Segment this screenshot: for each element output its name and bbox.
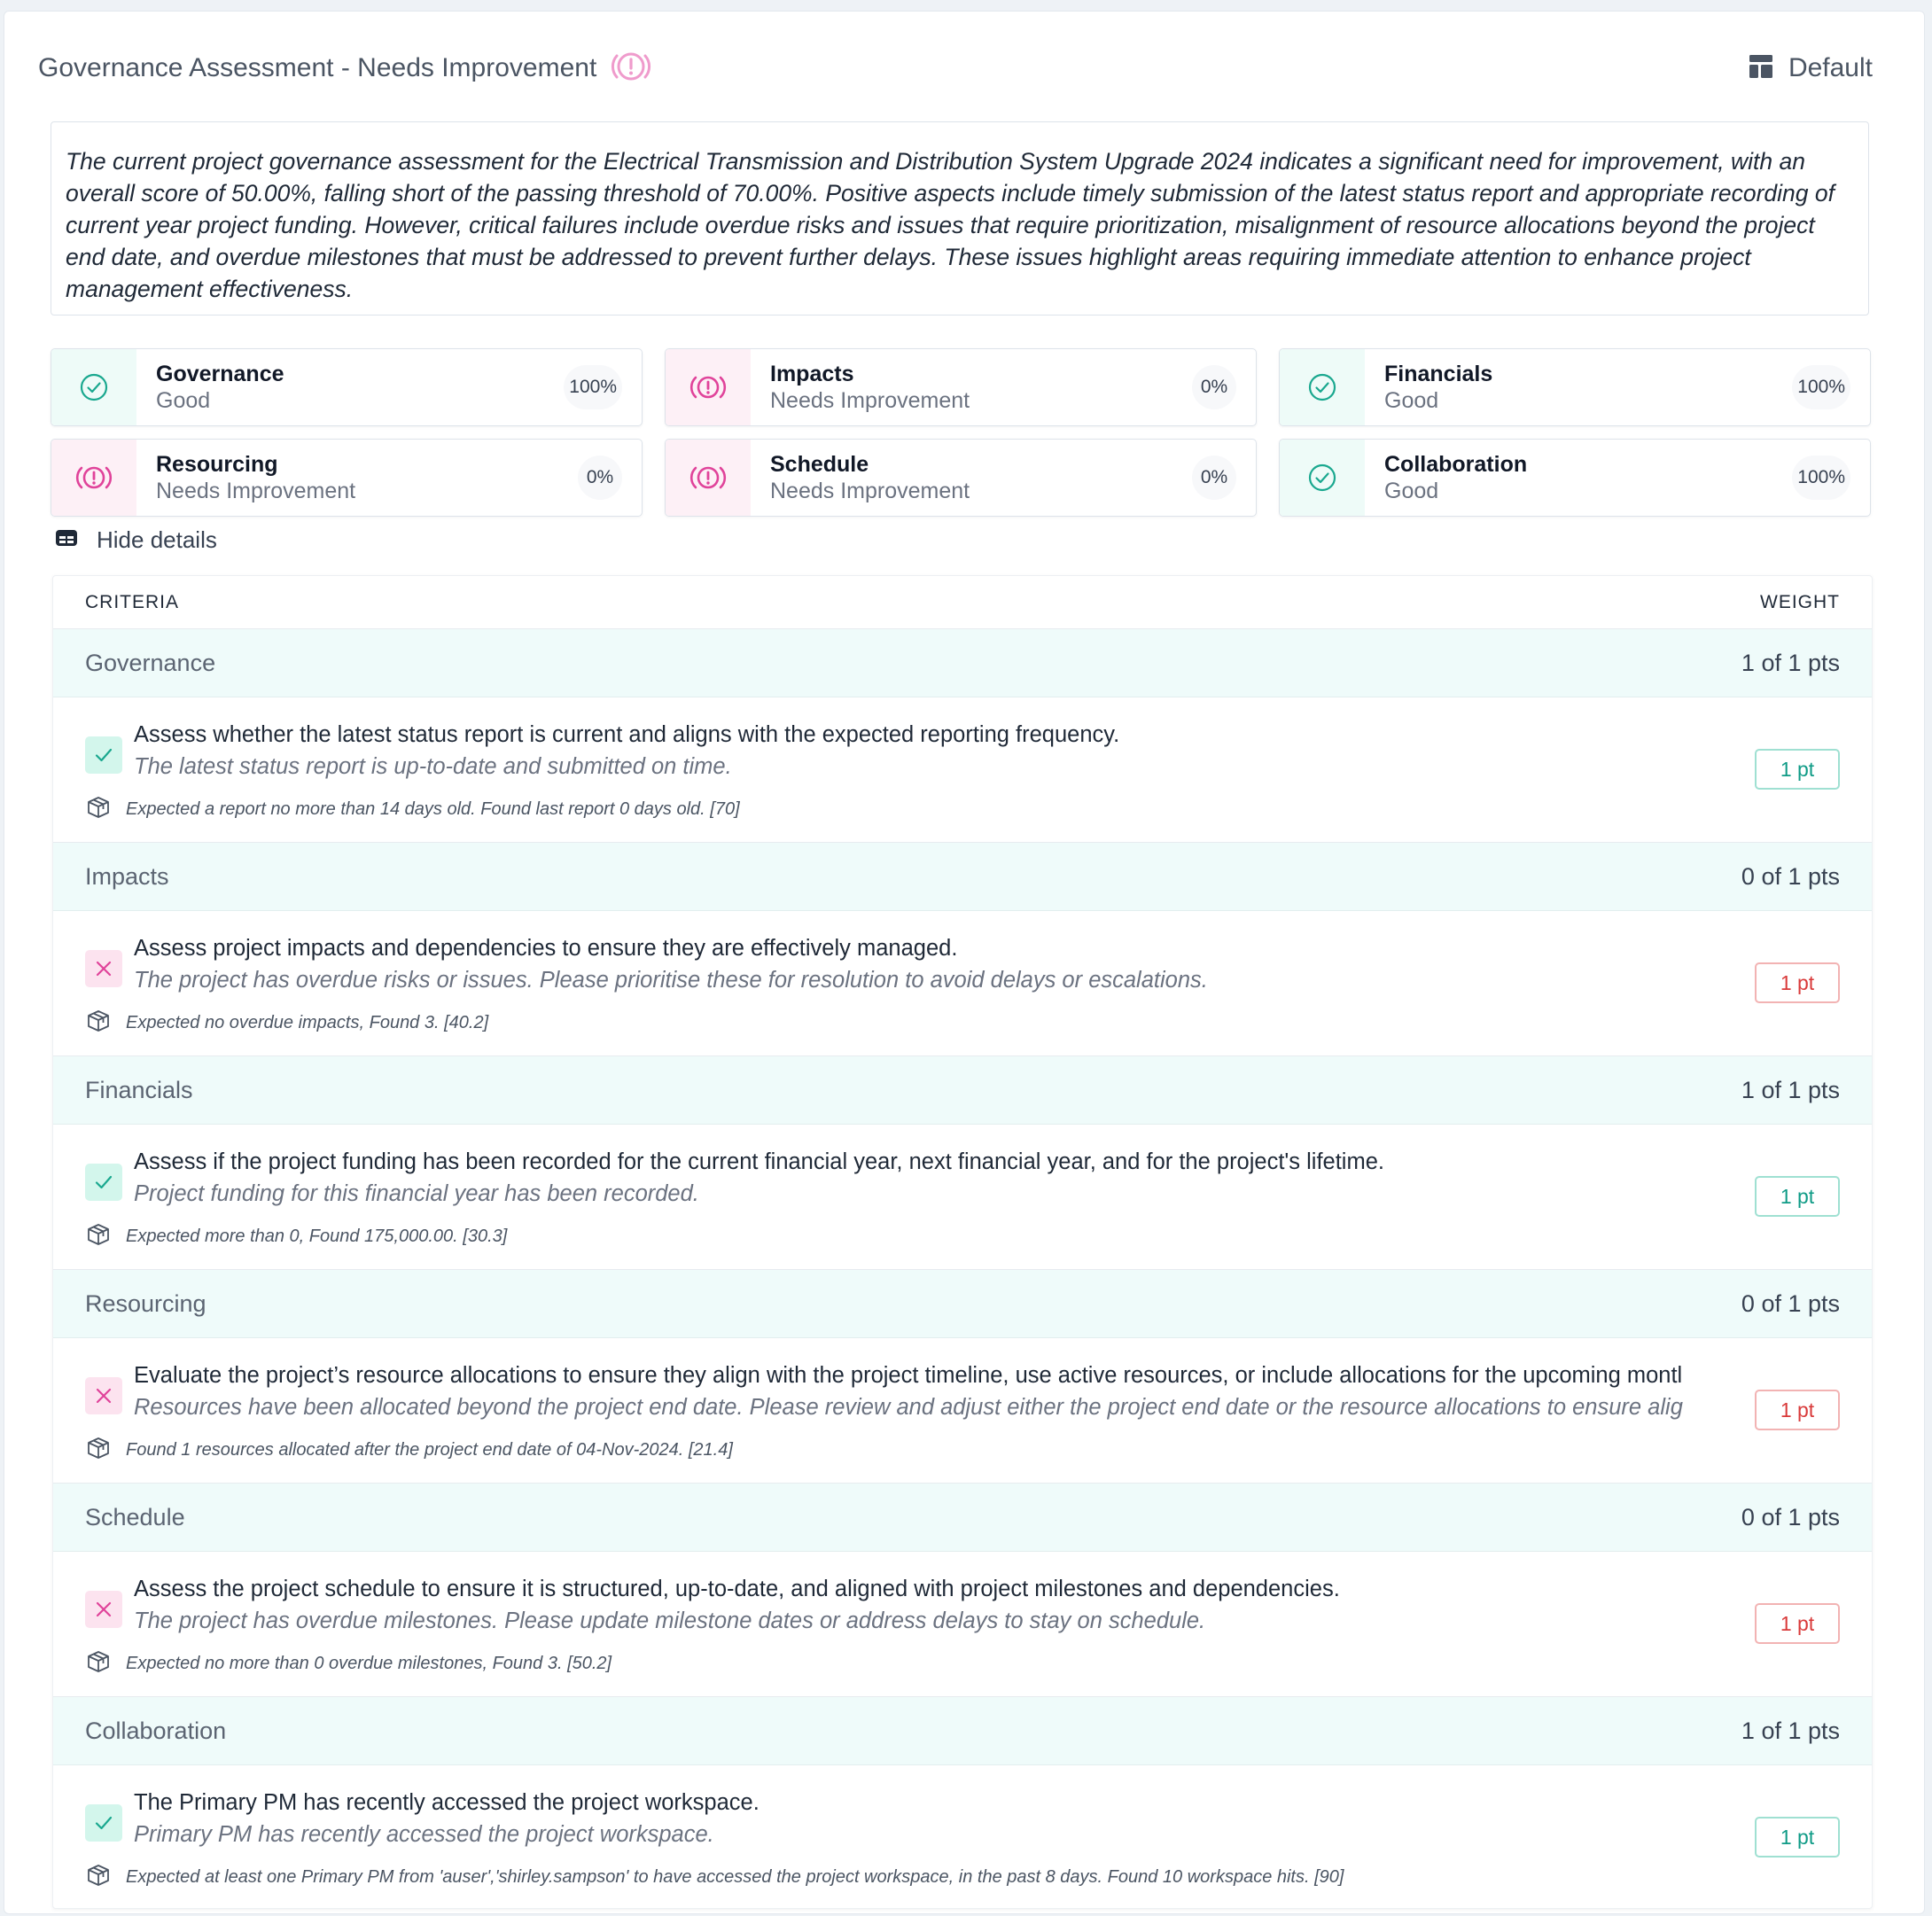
category-tiles <box>51 348 1871 517</box>
card-header <box>38 42 1873 95</box>
tile-status: Good <box>1384 479 1439 503</box>
tile-text <box>1365 361 1792 414</box>
weight-column-header: WEIGHT <box>1760 591 1840 612</box>
tile-score: 0% <box>1192 365 1236 409</box>
group-points: 1 of 1 pts <box>1741 1717 1840 1744</box>
category-tile-resourcing <box>51 439 643 517</box>
criterion-message: Resources have been allocated beyond the project end date. Please review and adjust either the project end date or the resource allocations to ensure alig <box>134 1395 1683 1420</box>
criteria-groups <box>53 629 1872 1909</box>
group-header-impacts <box>53 843 1872 911</box>
layout-icon <box>1748 53 1774 84</box>
tile-text <box>1365 451 1792 504</box>
criteria-table <box>52 575 1873 1909</box>
criterion-message: Project funding for this financial year has been recorded. <box>134 1181 699 1206</box>
tile-text <box>136 451 578 504</box>
cross-icon <box>85 950 122 987</box>
group-name: Impacts <box>85 862 169 890</box>
tile-status: Needs Improvement <box>156 479 356 503</box>
criterion-description: Assess whether the latest status report is current and aligns with the expected reporting frequency. <box>134 722 1120 747</box>
group-points: 1 of 1 pts <box>1741 1076 1840 1103</box>
weight-badge: 1 pt <box>1755 962 1840 1003</box>
check-circle-icon <box>51 349 136 425</box>
group-header-governance <box>53 629 1872 697</box>
category-tile-impacts <box>665 348 1257 426</box>
criterion-evidence <box>85 1222 507 1251</box>
tile-score: 0% <box>1192 456 1236 500</box>
cube-icon <box>85 1436 112 1465</box>
table-icon <box>54 527 79 553</box>
evidence-text: Expected a report no more than 14 days old. Found last report 0 days old. [70] <box>126 799 740 819</box>
criterion-description: Assess the project schedule to ensure it is structured, up-to-date, and aligned with project milestones and dependencies. <box>134 1577 1340 1601</box>
evidence-text: Expected no overdue impacts, Found 3. [40.2] <box>126 1013 489 1032</box>
tile-name: Impacts <box>770 362 854 386</box>
tile-status: Needs Improvement <box>770 479 970 503</box>
tile-text <box>751 361 1192 414</box>
tile-text <box>751 451 1192 504</box>
cube-icon <box>85 1863 112 1892</box>
group-name: Schedule <box>85 1503 185 1530</box>
category-tile-schedule <box>665 439 1257 517</box>
check-icon <box>85 1164 122 1201</box>
view-selector-button[interactable] <box>1748 53 1873 84</box>
criterion-evidence <box>85 795 740 824</box>
alert-circle-icon <box>666 349 751 425</box>
tile-name: Governance <box>156 362 284 386</box>
group-header-resourcing <box>53 1270 1872 1338</box>
view-label: Default <box>1788 53 1873 82</box>
tile-text <box>136 361 564 414</box>
category-tile-financials <box>1279 348 1871 426</box>
category-tile-collaboration <box>1279 439 1871 517</box>
group-points: 0 of 1 pts <box>1741 862 1840 890</box>
assessment-summary: The current project governance assessment for the Electrical Transmission and Distribution System Upgrade 2024 indicates a significant need for improvement, with an overall score of 50.00%, falling short of the passing threshold of 70.00%. Positive aspects include timely submission of the latest status report and appropriate recording of current year project funding. However, critical failures include overdue risks and issues that require prioritization, misalignment of resource allocations beyond the project end date, and overdue milestones that must be addressed to prevent further delays. These issues highlight areas requiring immediate attention to enhance project management effectiveness. <box>51 121 1869 315</box>
governance-assessment-card <box>4 11 1925 1914</box>
title-group <box>38 49 653 89</box>
criterion-description: Assess project impacts and dependencies to ensure they are effectively managed. <box>134 936 958 961</box>
check-circle-icon <box>1280 349 1365 425</box>
criterion-description: The Primary PM has recently accessed the project workspace. <box>134 1790 760 1815</box>
cube-icon <box>85 1222 112 1251</box>
category-tile-governance <box>51 348 643 426</box>
criterion-row <box>53 1125 1872 1270</box>
weight-badge: 1 pt <box>1755 749 1840 790</box>
alert-circle-icon <box>609 49 653 89</box>
group-header-schedule <box>53 1484 1872 1552</box>
tile-name: Financials <box>1384 362 1493 386</box>
criterion-message: Primary PM has recently accessed the project workspace. <box>134 1822 714 1847</box>
check-icon <box>85 1804 122 1842</box>
cross-icon <box>85 1591 122 1628</box>
page-title: Governance Assessment - Needs Improvement <box>38 53 597 82</box>
hide-details-label: Hide details <box>97 526 217 553</box>
group-points: 1 of 1 pts <box>1741 649 1840 676</box>
cube-icon <box>85 1009 112 1038</box>
weight-badge: 1 pt <box>1755 1603 1840 1644</box>
tile-score: 0% <box>578 456 622 500</box>
group-points: 0 of 1 pts <box>1741 1289 1840 1317</box>
weight-badge: 1 pt <box>1755 1390 1840 1430</box>
evidence-text: Found 1 resources allocated after the project end date of 04-Nov-2024. [21.4] <box>126 1440 733 1460</box>
tile-name: Collaboration <box>1384 452 1528 477</box>
criterion-evidence <box>85 1436 733 1465</box>
check-icon <box>85 736 122 774</box>
criterion-description: Evaluate the project’s resource allocations to ensure they align with the project timeline, use active resources, or include allocations for the upcoming montl <box>134 1363 1683 1388</box>
table-header <box>53 576 1872 629</box>
criterion-message: The project has overdue risks or issues. Please prioritise these for resolution to avoid delays or escalations. <box>134 968 1208 993</box>
criterion-message: The project has overdue milestones. Please update milestone dates or address delays to stay on schedule. <box>134 1608 1206 1633</box>
criterion-evidence <box>85 1009 488 1038</box>
group-name: Financials <box>85 1076 193 1103</box>
criterion-row <box>53 1765 1872 1909</box>
criterion-evidence <box>85 1649 612 1678</box>
tile-name: Schedule <box>770 452 869 477</box>
tile-status: Good <box>1384 388 1439 413</box>
weight-badge: 1 pt <box>1755 1176 1840 1217</box>
evidence-text: Expected more than 0, Found 175,000.00. [30.3] <box>126 1227 508 1246</box>
tile-score: 100% <box>564 365 622 409</box>
group-header-financials <box>53 1056 1872 1125</box>
group-name: Governance <box>85 649 216 676</box>
criterion-message: The latest status report is up-to-date and submitted on time. <box>134 754 732 779</box>
criterion-evidence <box>85 1863 1344 1892</box>
criterion-description: Assess if the project funding has been recorded for the current financial year, next financial year, and for the project's lifetime. <box>134 1149 1384 1174</box>
criterion-row <box>53 1552 1872 1697</box>
cube-icon <box>85 795 112 824</box>
group-name: Resourcing <box>85 1289 206 1317</box>
cross-icon <box>85 1377 122 1414</box>
criterion-row <box>53 911 1872 1056</box>
tile-score: 100% <box>1792 456 1850 500</box>
tile-name: Resourcing <box>156 452 278 477</box>
criteria-column-header: CRITERIA <box>85 591 180 612</box>
evidence-text: Expected no more than 0 overdue milestones, Found 3. [50.2] <box>126 1654 612 1673</box>
evidence-text: Expected at least one Primary PM from 'auser','shirley.sampson' to have accessed the project workspace, in the past 8 days. Found 10 workspace hits. [90] <box>126 1867 1344 1887</box>
tile-status: Needs Improvement <box>770 388 970 413</box>
alert-circle-icon <box>51 440 136 516</box>
cube-icon <box>85 1649 112 1678</box>
criterion-row <box>53 697 1872 843</box>
criterion-row <box>53 1338 1872 1484</box>
hide-details-toggle[interactable] <box>54 524 217 556</box>
check-circle-icon <box>1280 440 1365 516</box>
group-points: 0 of 1 pts <box>1741 1503 1840 1530</box>
group-name: Collaboration <box>85 1717 227 1744</box>
weight-badge: 1 pt <box>1755 1817 1840 1858</box>
tile-score: 100% <box>1792 365 1850 409</box>
alert-circle-icon <box>666 440 751 516</box>
group-header-collaboration <box>53 1697 1872 1765</box>
tile-status: Good <box>156 388 211 413</box>
